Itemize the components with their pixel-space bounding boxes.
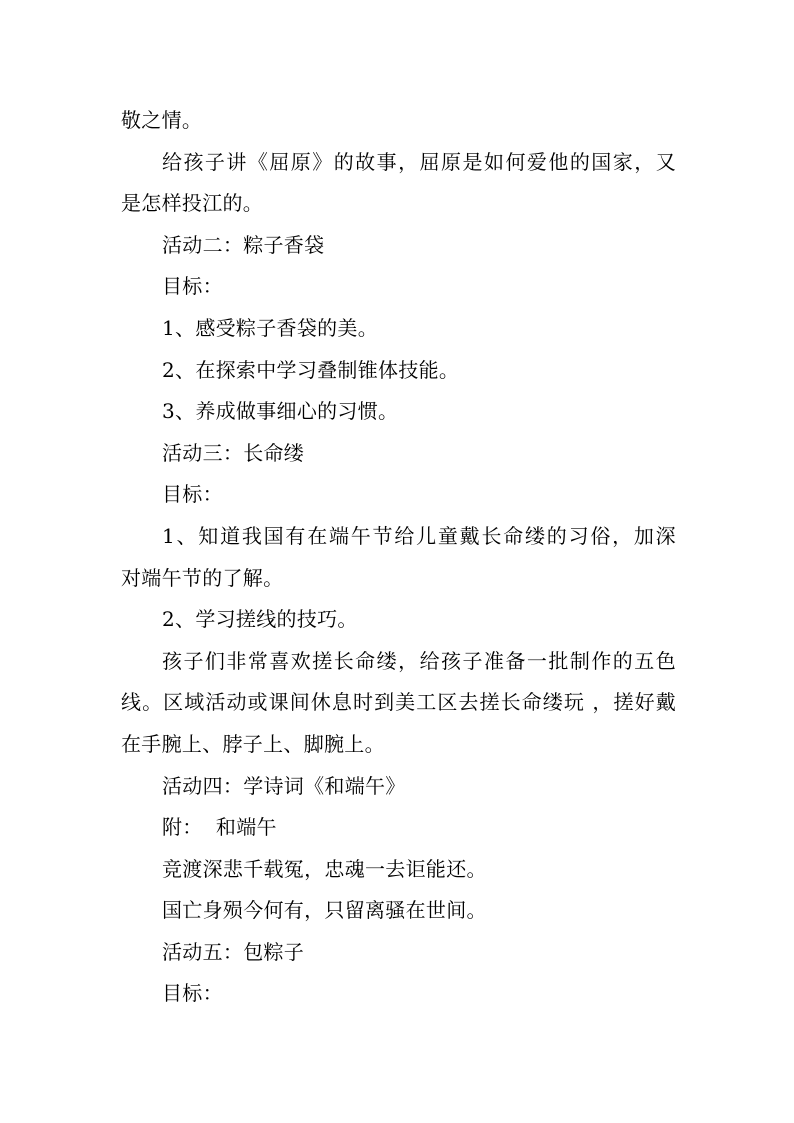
list-item: 3、养成做事细心的习惯。 xyxy=(162,399,399,424)
list-item: 1、感受粽子香袋的美。 xyxy=(162,315,379,340)
poem-line: 竞渡深悲千载冤，忠魂一去讵能还。 xyxy=(162,856,487,881)
section-heading: 活动三：长命缕 xyxy=(162,440,305,465)
goal-label: 目标： xyxy=(162,482,223,507)
list-item: 2、学习搓线的技巧。 xyxy=(162,607,358,632)
goal-label: 目标： xyxy=(162,981,223,1006)
paragraph-line: 孩子们非常喜欢搓长命缕，给孩子准备一批制作的五色 xyxy=(162,648,676,673)
list-item: 1、知道我国有在端午节给儿童戴长命缕的习俗，加深 xyxy=(162,523,676,548)
paragraph-line: 对端午节的了解。 xyxy=(121,565,284,590)
section-heading: 活动二：粽子香袋 xyxy=(162,232,325,257)
paragraph-line: 是怎样投江的。 xyxy=(121,191,264,216)
paragraph-line: 敬之情。 xyxy=(121,108,203,132)
document-body xyxy=(121,100,676,1015)
goal-label: 目标： xyxy=(162,274,223,299)
section-heading: 活动四：学诗词《和端午》 xyxy=(162,773,406,798)
poem-title: 附： 和端午 xyxy=(162,815,277,840)
list-item: 2、在探索中学习叠制锥体技能。 xyxy=(162,357,460,382)
paragraph-line: 线。区域活动或课间休息时到美工区去搓长命缕玩 ，搓好戴 xyxy=(121,690,676,715)
paragraph-line: 在手腕上、脖子上、脚腕上。 xyxy=(121,731,385,756)
section-heading: 活动五：包粽子 xyxy=(162,939,305,964)
paragraph-line: 给孩子讲《屈原》的故事，屈原是如何爱他的国家，又 xyxy=(162,149,676,174)
poem-line: 国亡身殒今何有，只留离骚在世间。 xyxy=(162,898,487,923)
